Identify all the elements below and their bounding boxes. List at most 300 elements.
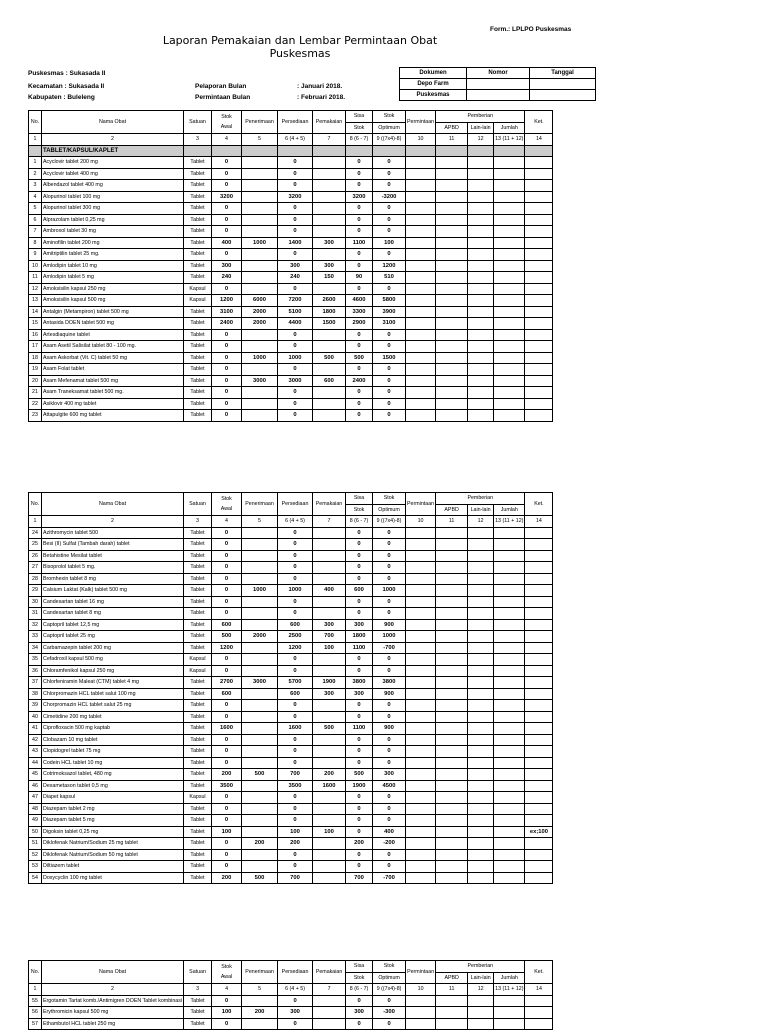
table-row (29, 746, 553, 758)
table-cell (242, 260, 278, 272)
header-stok-awal (212, 961, 242, 984)
header-penerimaan: Penerimaan (242, 961, 278, 984)
table-cell (468, 214, 494, 226)
table-cell (313, 573, 346, 585)
table-cell: 28 (29, 573, 42, 585)
table-cell: 0 (373, 746, 406, 758)
table-cell: Tablet (184, 375, 212, 387)
table-cell: Diapet kapsul (42, 792, 184, 804)
table-cell: 5700 (278, 677, 313, 689)
table-cell: 0 (373, 700, 406, 712)
table-cell: 300 (373, 769, 406, 781)
table-cell (525, 995, 553, 1007)
table-cell: Cimetidine 200 mg tablet (42, 711, 184, 723)
table-cell (468, 631, 494, 643)
table-cell: 0 (373, 364, 406, 376)
form-code: Form.: LPLPO Puskesmas (490, 26, 572, 33)
table-cell (494, 306, 525, 318)
table-cell: 31 (29, 608, 42, 620)
table-cell: Cotrimoksazol tablet, 480 mg (42, 769, 184, 781)
table-cell: Kapsul (184, 654, 212, 666)
table-cell (525, 191, 553, 203)
table-cell (494, 1007, 525, 1019)
table-cell (406, 329, 436, 341)
table-cell: 3300 (346, 306, 373, 318)
table-cell (525, 283, 553, 295)
table-cell (494, 341, 525, 353)
table-cell (494, 792, 525, 804)
table-cell (406, 861, 436, 873)
table-cell: 0 (278, 364, 313, 376)
table-cell: Kapsul (184, 283, 212, 295)
table-cell: 0 (346, 527, 373, 539)
table-cell: 0 (212, 562, 242, 574)
table-cell (406, 757, 436, 769)
table-cell (242, 550, 278, 562)
table-cell: 0 (346, 700, 373, 712)
table-row (29, 826, 553, 838)
table-cell (468, 803, 494, 815)
table-row (29, 260, 553, 272)
table-cell: 0 (212, 410, 242, 422)
table-cell: Tablet (184, 562, 212, 574)
table-cell (494, 573, 525, 585)
header-nama-obat: Nama Obat (42, 111, 184, 134)
table-cell: 0 (373, 792, 406, 804)
table-cell: 0 (212, 838, 242, 850)
header-persediaan: Persediaan (278, 961, 313, 984)
table-cell: -300 (373, 1007, 406, 1019)
table-cell: 600 (278, 619, 313, 631)
table-cell: 0 (373, 398, 406, 410)
table-cell (468, 746, 494, 758)
table-cell: Tablet (184, 700, 212, 712)
table-cell: 1000 (373, 631, 406, 643)
table-cell: Tablet (184, 608, 212, 620)
table-cell: 0 (373, 375, 406, 387)
table-cell: 0 (278, 700, 313, 712)
table-cell: Tablet (184, 642, 212, 654)
table-cell (468, 677, 494, 689)
table-cell: 500 (313, 723, 346, 735)
table-cell: 0 (278, 711, 313, 723)
table-row (29, 318, 553, 330)
table-cell (468, 352, 494, 364)
table-cell: 56 (29, 1007, 42, 1019)
table-cell (525, 375, 553, 387)
table-cell (468, 792, 494, 804)
table-cell (242, 539, 278, 551)
table-cell (406, 838, 436, 850)
table-cell: 0 (212, 757, 242, 769)
category-spacer (212, 145, 242, 157)
table-cell: 0 (278, 157, 313, 169)
table-cell: 4 (29, 191, 42, 203)
table-cell: 0 (346, 803, 373, 815)
table-cell: 0 (373, 249, 406, 261)
table-cell: Tablet (184, 1007, 212, 1019)
table-cell: 0 (212, 608, 242, 620)
table-cell: 1 (29, 157, 42, 169)
column-index: 7 (313, 134, 346, 146)
table-cell: 200 (212, 872, 242, 884)
header-stok-awal-line-1: Stok (221, 114, 232, 120)
table-cell: 11 (29, 272, 42, 284)
table-row (29, 387, 553, 399)
table-cell: 1100 (346, 237, 373, 249)
table-cell (436, 734, 468, 746)
table-cell: Tablet (184, 387, 212, 399)
table-cell (406, 387, 436, 399)
column-index: 1 (29, 134, 42, 146)
column-index: 4 (212, 134, 242, 146)
table-cell: 500 (212, 631, 242, 643)
table-cell (313, 214, 346, 226)
table-cell (313, 387, 346, 399)
table-cell (525, 642, 553, 654)
table-row (29, 665, 553, 677)
header-pemberian: Pemberian (436, 961, 525, 973)
table-cell: 5800 (373, 295, 406, 307)
header-pemakaian: Pemakaian (313, 111, 346, 134)
table-cell (406, 734, 436, 746)
table-cell (494, 608, 525, 620)
table-cell: 0 (373, 849, 406, 861)
header-lain-lain: Lain-lain (468, 122, 494, 134)
table-cell: 0 (373, 711, 406, 723)
table-cell (242, 723, 278, 735)
table-cell (313, 562, 346, 574)
info-puskesmas: Puskesmas : Sukasada II (28, 70, 106, 77)
table-cell: 3000 (242, 375, 278, 387)
table-cell (313, 364, 346, 376)
header-stok-awal-line-2: Awal (220, 974, 233, 980)
table-cell (406, 780, 436, 792)
table-cell: Chloramfenikol kapsul 250 mg (42, 665, 184, 677)
table-cell: 0 (278, 608, 313, 620)
table-cell: Tablet (184, 995, 212, 1007)
table-cell: 0 (212, 792, 242, 804)
table-cell (406, 260, 436, 272)
table-cell: 0 (373, 329, 406, 341)
table-cell (406, 677, 436, 689)
table-cell: Chlorpromazin HCL tablet salut 100 mg (42, 688, 184, 700)
table-cell: Tablet (184, 539, 212, 551)
table-cell: 0 (212, 815, 242, 827)
table-cell (494, 872, 525, 884)
table-cell: 0 (346, 283, 373, 295)
table-cell: Aminofilin tablet 200 mg (42, 237, 184, 249)
table-cell (494, 665, 525, 677)
table-cell (525, 180, 553, 192)
table-cell: 36 (29, 665, 42, 677)
table-cell (436, 550, 468, 562)
table-row (29, 723, 553, 735)
table-cell: 1500 (313, 318, 346, 330)
table-cell (525, 306, 553, 318)
table-cell (468, 1007, 494, 1019)
table-cell: Acyclovir tablet 400 mg (42, 168, 184, 180)
table-cell (468, 410, 494, 422)
table-cell: 2600 (313, 295, 346, 307)
table-cell: 0 (373, 527, 406, 539)
table-cell (406, 364, 436, 376)
table-cell (494, 596, 525, 608)
table-cell: Digoksin tablet 0,25 mg (42, 826, 184, 838)
table-row (29, 341, 553, 353)
table-cell (494, 757, 525, 769)
table-cell (468, 757, 494, 769)
table-cell: 0 (212, 861, 242, 873)
table-cell (406, 849, 436, 861)
table-cell (494, 631, 525, 643)
table-cell: 14 (29, 306, 42, 318)
table-cell (436, 352, 468, 364)
table-cell: 1800 (313, 306, 346, 318)
table-cell: 0 (212, 665, 242, 677)
table-cell: 35 (29, 654, 42, 666)
table-cell (406, 769, 436, 781)
table-cell: 150 (313, 272, 346, 284)
table-cell (242, 711, 278, 723)
table-cell: 10 (29, 260, 42, 272)
table-cell (494, 849, 525, 861)
table-cell: 38 (29, 688, 42, 700)
table-cell (242, 562, 278, 574)
table-cell: Tablet (184, 861, 212, 873)
table-cell (242, 665, 278, 677)
table-cell (525, 260, 553, 272)
table-cell: 300 (313, 619, 346, 631)
table-cell (468, 295, 494, 307)
drug-table-3 (28, 960, 553, 1030)
table-cell: 50 (29, 826, 42, 838)
category-spacer (436, 145, 468, 157)
table-cell (406, 723, 436, 735)
table-cell: Asam Traneksamat tablet 500 mg. (42, 387, 184, 399)
table-cell: Tablet (184, 573, 212, 585)
table-cell (436, 723, 468, 735)
category-spacer (346, 145, 373, 157)
header-sisa-stok: Stok (346, 504, 373, 516)
table-cell: Doxycyclin 100 mg tablet (42, 872, 184, 884)
table-cell (436, 780, 468, 792)
table-cell: 0 (212, 1018, 242, 1030)
table-cell (494, 191, 525, 203)
table-cell (494, 214, 525, 226)
header-stok-awal-line-2: Awal (220, 506, 233, 512)
table-row (29, 700, 553, 712)
table-cell (406, 826, 436, 838)
table-cell: Calsium Laktat (Kalk) tablet 500 mg (42, 585, 184, 597)
table-cell (406, 619, 436, 631)
table-cell (494, 780, 525, 792)
table-cell (313, 838, 346, 850)
column-index: 9 ((7x4)-8) (373, 516, 406, 528)
table-cell (525, 677, 553, 689)
permintaan-value: : Februari 2018. (297, 94, 346, 101)
table-cell: 0 (373, 550, 406, 562)
column-index: 3 (184, 516, 212, 528)
table-cell (468, 769, 494, 781)
table-cell: 23 (29, 410, 42, 422)
table-cell: 0 (373, 410, 406, 422)
table-cell (468, 191, 494, 203)
table-cell (525, 527, 553, 539)
table-cell (436, 619, 468, 631)
table-cell (436, 826, 468, 838)
table-cell (313, 539, 346, 551)
table-cell: 0 (278, 746, 313, 758)
table-cell: 0 (346, 249, 373, 261)
table-cell (468, 711, 494, 723)
table-cell (525, 364, 553, 376)
table-cell (406, 573, 436, 585)
table-cell (525, 734, 553, 746)
table-cell (436, 226, 468, 238)
header-optimum: Optimum (373, 504, 406, 516)
table-cell: 3500 (212, 780, 242, 792)
table-cell (406, 272, 436, 284)
column-index: 9 ((7x4)-8) (373, 134, 406, 146)
table-cell: Asam Mefenamat tablet 500 mg (42, 375, 184, 387)
table-cell (494, 861, 525, 873)
table-cell: 7 (29, 226, 42, 238)
table-cell: Attapulgite 600 mg tablet (42, 410, 184, 422)
table-cell (525, 688, 553, 700)
table-cell (406, 700, 436, 712)
table-cell (525, 792, 553, 804)
table-cell: 1000 (242, 585, 278, 597)
table-cell: 0 (346, 398, 373, 410)
table-cell: 200 (242, 838, 278, 850)
table-cell (406, 539, 436, 551)
table-cell: 0 (346, 539, 373, 551)
table-cell: 0 (278, 168, 313, 180)
table-cell (436, 995, 468, 1007)
table-cell (525, 596, 553, 608)
table-cell: 900 (373, 723, 406, 735)
table-cell (494, 203, 525, 215)
table-row (29, 364, 553, 376)
table-cell: Kapsul (184, 665, 212, 677)
table-cell: 0 (212, 550, 242, 562)
table-cell: Tablet (184, 872, 212, 884)
table-cell: Candesartan tablet 16 mg (42, 596, 184, 608)
column-index: 8 (6 - 7) (346, 984, 373, 996)
header-pemberian: Pemberian (436, 493, 525, 505)
table-cell: 0 (346, 746, 373, 758)
table-cell: Chlorfeniramin Maleat (CTM) tablet 4 mg (42, 677, 184, 689)
table-cell: Alopurinol tablet 100 mg (42, 191, 184, 203)
table-cell: 0 (373, 283, 406, 295)
table-cell (525, 838, 553, 850)
table-cell (242, 654, 278, 666)
table-cell: 0 (278, 792, 313, 804)
table-cell (406, 585, 436, 597)
table-cell: Tablet (184, 272, 212, 284)
table-cell: 0 (346, 665, 373, 677)
table-cell (242, 527, 278, 539)
table-cell (436, 573, 468, 585)
table-cell: 0 (373, 180, 406, 192)
table-cell: 0 (212, 746, 242, 758)
table-cell: 46 (29, 780, 42, 792)
table-cell: 3 (29, 180, 42, 192)
table-cell: 0 (278, 410, 313, 422)
table-cell (494, 249, 525, 261)
info-kabupaten: Kabupaten : Buleleng (28, 94, 95, 101)
header-persediaan: Persediaan (278, 111, 313, 134)
table-cell (313, 341, 346, 353)
table-cell (494, 539, 525, 551)
table-cell (313, 596, 346, 608)
table-cell: 300 (313, 237, 346, 249)
doc-row-depo: Depo Farm (400, 79, 467, 90)
table-cell (313, 226, 346, 238)
table-cell: 0 (346, 734, 373, 746)
header-permintaan: Permintaan (406, 493, 436, 516)
table-cell (313, 734, 346, 746)
table-cell (313, 792, 346, 804)
table-cell: Diklofenak Natrium/Sodium 50 mg tablet (42, 849, 184, 861)
table-cell: 21 (29, 387, 42, 399)
table-cell: 0 (373, 341, 406, 353)
table-cell (494, 619, 525, 631)
table-cell (494, 711, 525, 723)
table-cell: Tablet (184, 688, 212, 700)
table-cell: 4500 (373, 780, 406, 792)
table-cell (468, 283, 494, 295)
table-cell (406, 642, 436, 654)
table-cell: Cefadroxil kapsul 500 mg (42, 654, 184, 666)
table-cell: 0 (346, 214, 373, 226)
table-cell: 0 (278, 180, 313, 192)
table-row (29, 688, 553, 700)
table-cell (436, 677, 468, 689)
table-cell: 0 (278, 734, 313, 746)
table-cell (436, 665, 468, 677)
table-cell: 500 (242, 769, 278, 781)
category-spacer (313, 145, 346, 157)
table-cell: 0 (278, 283, 313, 295)
table-cell: Tablet (184, 203, 212, 215)
table-cell (468, 203, 494, 215)
table-cell: 1800 (346, 631, 373, 643)
table-row (29, 214, 553, 226)
table-cell: 3200 (346, 191, 373, 203)
table-cell (242, 642, 278, 654)
info-kecamatan: Kecamatan : Sukasada II (28, 83, 105, 90)
table-cell (494, 283, 525, 295)
table-cell: Tablet (184, 757, 212, 769)
column-index: 14 (525, 134, 553, 146)
table-cell: Tablet (184, 398, 212, 410)
table-cell: 0 (212, 849, 242, 861)
table-cell (468, 398, 494, 410)
table-cell: 0 (212, 180, 242, 192)
table-cell: 0 (373, 815, 406, 827)
header-stok-awal (212, 493, 242, 516)
table-cell: 100 (373, 237, 406, 249)
table-cell (436, 562, 468, 574)
table-cell (313, 329, 346, 341)
header-apbd: APBD (436, 122, 468, 134)
column-index: 12 (468, 134, 494, 146)
table-cell: Tablet (184, 341, 212, 353)
table-cell (406, 792, 436, 804)
table-cell: 300 (313, 688, 346, 700)
